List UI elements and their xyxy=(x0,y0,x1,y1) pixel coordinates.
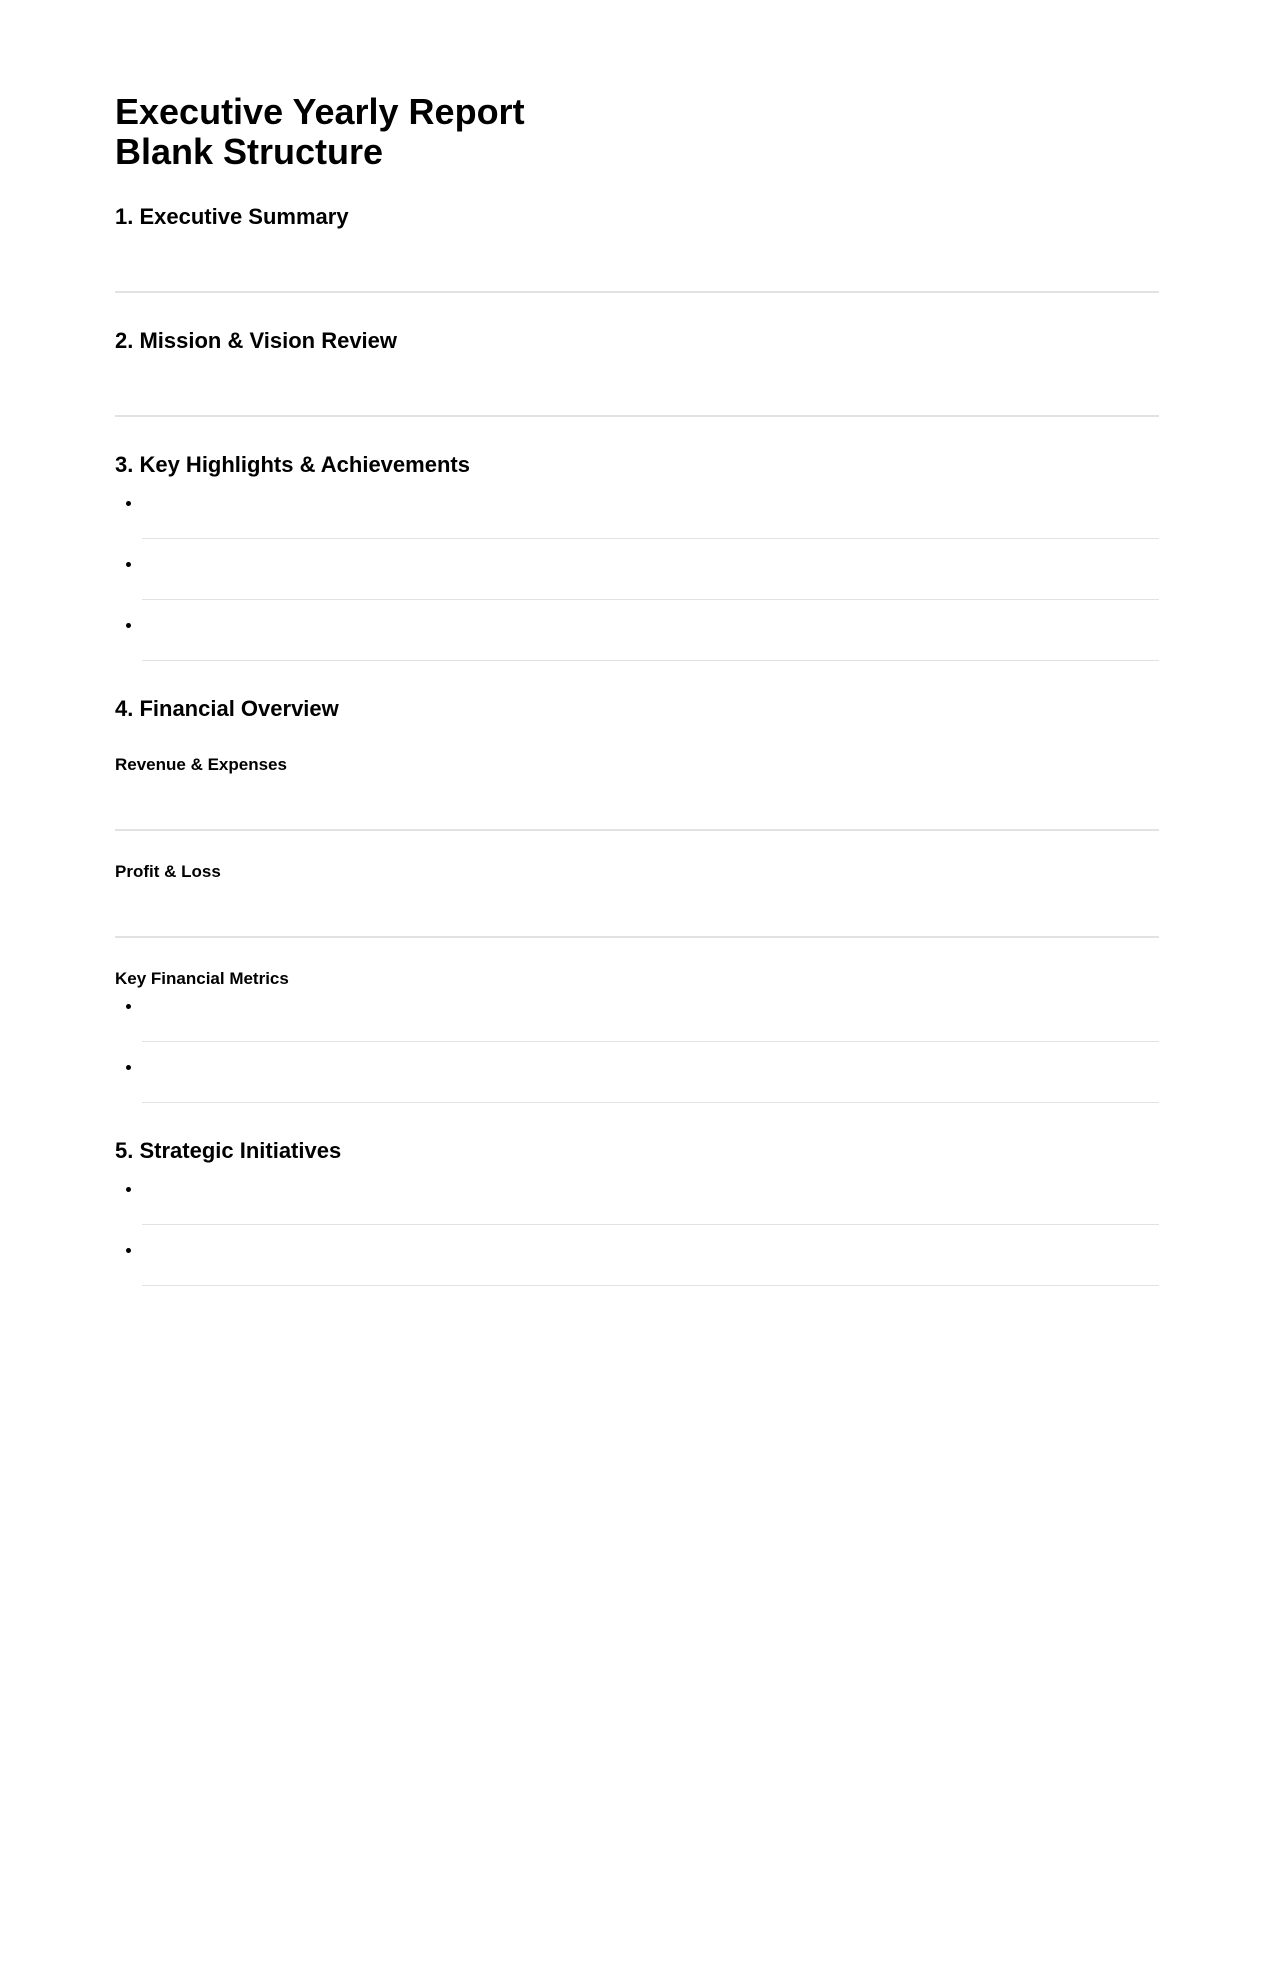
bullet-icon xyxy=(126,1187,131,1192)
section-financial-overview xyxy=(115,696,1159,1103)
bullet-item[interactable] xyxy=(142,478,1159,539)
bullet-item[interactable] xyxy=(142,981,1159,1042)
report-title xyxy=(115,92,1159,172)
blank-field[interactable] xyxy=(115,354,1159,417)
bullet-item[interactable] xyxy=(142,1164,1159,1225)
bullet-icon xyxy=(126,1004,131,1009)
bullet-icon xyxy=(126,501,131,506)
blank-field[interactable] xyxy=(115,882,1159,938)
bullet-icon xyxy=(126,1248,131,1253)
bullet-icon xyxy=(126,562,131,567)
bullet-list xyxy=(115,981,1159,1103)
subsection-heading: Profit & Loss xyxy=(115,862,221,881)
bullet-item[interactable] xyxy=(142,1042,1159,1103)
section-mission-vision xyxy=(115,328,1159,417)
section-heading: 3. Key Highlights & Achievements xyxy=(115,452,470,477)
section-heading: 1. Executive Summary xyxy=(115,204,349,229)
blank-field[interactable] xyxy=(115,775,1159,831)
bullet-item[interactable] xyxy=(142,539,1159,600)
section-strategic-initiatives xyxy=(115,1138,1159,1286)
bullet-item[interactable] xyxy=(142,1225,1159,1286)
subsection-heading: Key Financial Metrics xyxy=(115,969,289,988)
bullet-icon xyxy=(126,1065,131,1070)
section-heading: 2. Mission & Vision Review xyxy=(115,328,398,353)
bullet-list xyxy=(115,1164,1159,1286)
bullet-item[interactable] xyxy=(142,600,1159,661)
section-heading: 4. Financial Overview xyxy=(115,696,339,721)
subsection-heading: Revenue & Expenses xyxy=(115,755,287,774)
title-line-2: Blank Structure xyxy=(115,131,384,172)
section-heading: 5. Strategic Initiatives xyxy=(115,1138,342,1163)
title-line-1: Executive Yearly Report xyxy=(115,91,525,132)
section-key-highlights xyxy=(115,452,1159,661)
blank-field[interactable] xyxy=(115,230,1159,293)
section-executive-summary xyxy=(115,204,1159,293)
bullet-list xyxy=(115,478,1159,661)
bullet-icon xyxy=(126,623,131,628)
